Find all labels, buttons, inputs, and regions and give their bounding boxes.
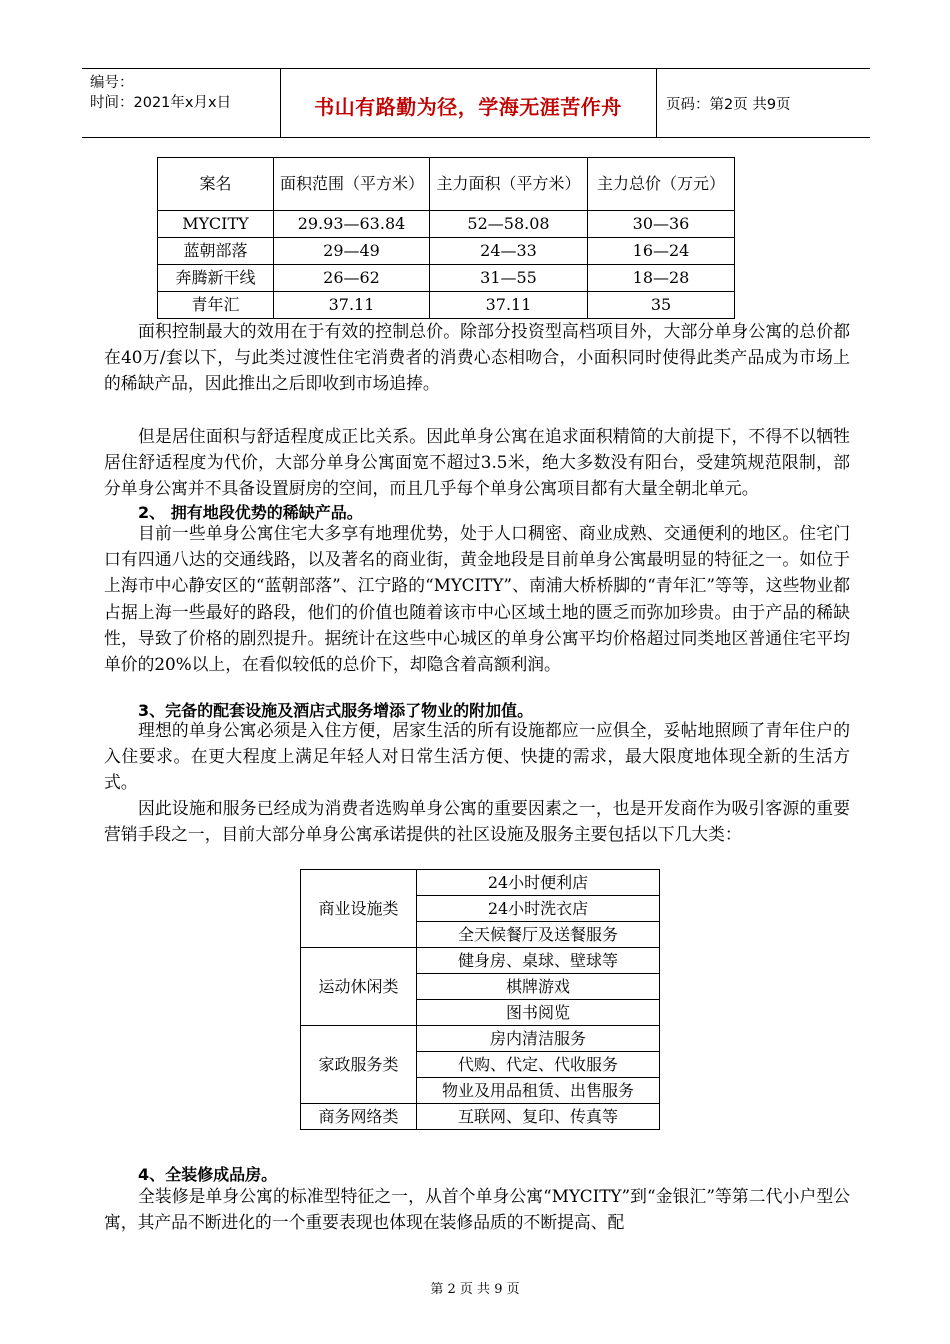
table-row	[158, 238, 735, 265]
header-meta	[90, 73, 231, 113]
table-cell: 青年汇	[158, 292, 274, 319]
body-paragraph: 全装修是单身公寓的标准型特征之一，从首个单身公寓“MYCITY”到“金银汇”等第二代小户型公寓，其产品不断进化的一个重要表现也体现在装修品质的不断提高、配	[104, 1186, 850, 1233]
section-heading: 4、全装修成品房。	[138, 1165, 278, 1184]
service-cell: 互联网、复印、传真等	[417, 1104, 660, 1130]
header-divider	[656, 69, 657, 137]
category-cell: 商业设施类	[301, 870, 417, 948]
body-paragraph: 但是居住面积与舒适程度成正比关系。因此单身公寓在追求面积精简的大前提下，不得不以牺牲居住舒适程度为代价，大部分单身公寓面宽不超过3.5米，绝大多数没有阳台，受建筑规范限制，部分单身公寓并不具备设置厨房的空间，而且几乎每个单身公寓项目都有大量全朝北单元。	[104, 426, 850, 499]
facilities-services-table	[300, 869, 660, 1130]
table-header-cell: 面积范围（平方米）	[274, 158, 430, 211]
service-cell: 代购、代定、代收服务	[417, 1052, 660, 1078]
body-paragraph: 因此设施和服务已经成为消费者选购单身公寓的重要因素之一，也是开发商作为吸引客源的重要营销手段之一，目前大部分单身公寓承诺提供的社区设施及服务主要包括以下几大类：	[104, 798, 850, 845]
table-header-cell: 案名	[158, 158, 274, 211]
table-cell: 26—62	[274, 265, 430, 292]
table-cell: 30—36	[588, 211, 735, 238]
table-header-row	[158, 158, 735, 211]
service-cell: 房内清洁服务	[417, 1026, 660, 1052]
table-header-cell: 主力面积（平方米）	[430, 158, 588, 211]
table-cell: 29—49	[274, 238, 430, 265]
table-cell: 24—33	[430, 238, 588, 265]
section-heading: 2、 拥有地段优势的稀缺产品。	[138, 503, 363, 522]
section-heading: 3、完备的配套设施及酒店式服务增添了物业的附加值。	[138, 701, 534, 720]
table-cell: MYCITY	[158, 211, 274, 238]
page-header	[82, 68, 870, 138]
header-motto: 书山有路勤为径，学海无涯苦作舟	[314, 95, 622, 119]
category-cell: 家政服务类	[301, 1026, 417, 1104]
table-cell: 奔腾新干线	[158, 265, 274, 292]
category-cell: 商务网络类	[301, 1104, 417, 1130]
service-cell: 图书阅览	[417, 1000, 660, 1026]
table-row	[301, 1104, 660, 1130]
project-comparison-table	[157, 157, 735, 319]
table-cell: 16—24	[588, 238, 735, 265]
page-footer: 第 2 页 共 9 页	[430, 1282, 520, 1297]
table-row	[158, 292, 735, 319]
service-cell: 物业及用品租赁、出售服务	[417, 1078, 660, 1104]
service-cell: 24小时便利店	[417, 870, 660, 896]
table-cell: 35	[588, 292, 735, 319]
service-cell: 全天候餐厅及送餐服务	[417, 922, 660, 948]
header-page-number: 页码：第2页 共9页	[666, 97, 791, 113]
document-number-label: 编号：	[90, 75, 134, 91]
table-row	[301, 1026, 660, 1052]
table-header-cell: 主力总价（万元）	[588, 158, 735, 211]
table-cell: 37.11	[430, 292, 588, 319]
table-cell: 37.11	[274, 292, 430, 319]
table-row	[158, 265, 735, 292]
category-cell: 运动休闲类	[301, 948, 417, 1026]
table-cell: 52—58.08	[430, 211, 588, 238]
service-cell: 24小时洗衣店	[417, 896, 660, 922]
table-cell: 31—55	[430, 265, 588, 292]
table-row	[301, 948, 660, 974]
table-row	[301, 870, 660, 896]
service-cell: 健身房、桌球、壁球等	[417, 948, 660, 974]
body-paragraph: 理想的单身公寓必须是入住方便，居家生活的所有设施都应一应俱全，妥帖地照顾了青年住户的入住要求。在更大程度上满足年轻人对日常生活方便、快捷的需求，最大限度地体现全新的生活方式。	[104, 720, 850, 793]
table-row	[158, 211, 735, 238]
body-paragraph: 目前一些单身公寓住宅大多享有地理优势，处于人口稠密、商业成熟、交通便利的地区。住宅门口有四通八达的交通线路，以及著名的商业街，黄金地段是目前单身公寓最明显的特征之一。如位于上海市中心静安区的“蓝朝部落”、江宁路的“MYCITY”、南浦大桥桥脚的“青年汇”等等，这些物业都占据上海一些最好的路段，他们的价值也随着该市中心区域土地的匮乏而弥加珍贵。由于产品的稀缺性，导致了价格的剧烈提升。据统计在这些中心城区的单身公寓平均价格超过同类地区普通住宅平均单价的20%以上，在看似较低的总价下，却隐含着高额利润。	[104, 523, 850, 675]
document-date-label: 时间：2021年x月x日	[90, 95, 232, 111]
service-cell: 棋牌游戏	[417, 974, 660, 1000]
body-paragraph: 面积控制最大的效用在于有效的控制总价。除部分投资型高档项目外，大部分单身公寓的总价都在40万/套以下，与此类过渡性住宅消费者的消费心态相吻合，小面积同时使得此类产品成为市场上的稀缺产品，因此推出之后即收到市场追捧。	[104, 321, 850, 394]
table-cell: 蓝朝部落	[158, 238, 274, 265]
table-cell: 29.93—63.84	[274, 211, 430, 238]
table-cell: 18—28	[588, 265, 735, 292]
